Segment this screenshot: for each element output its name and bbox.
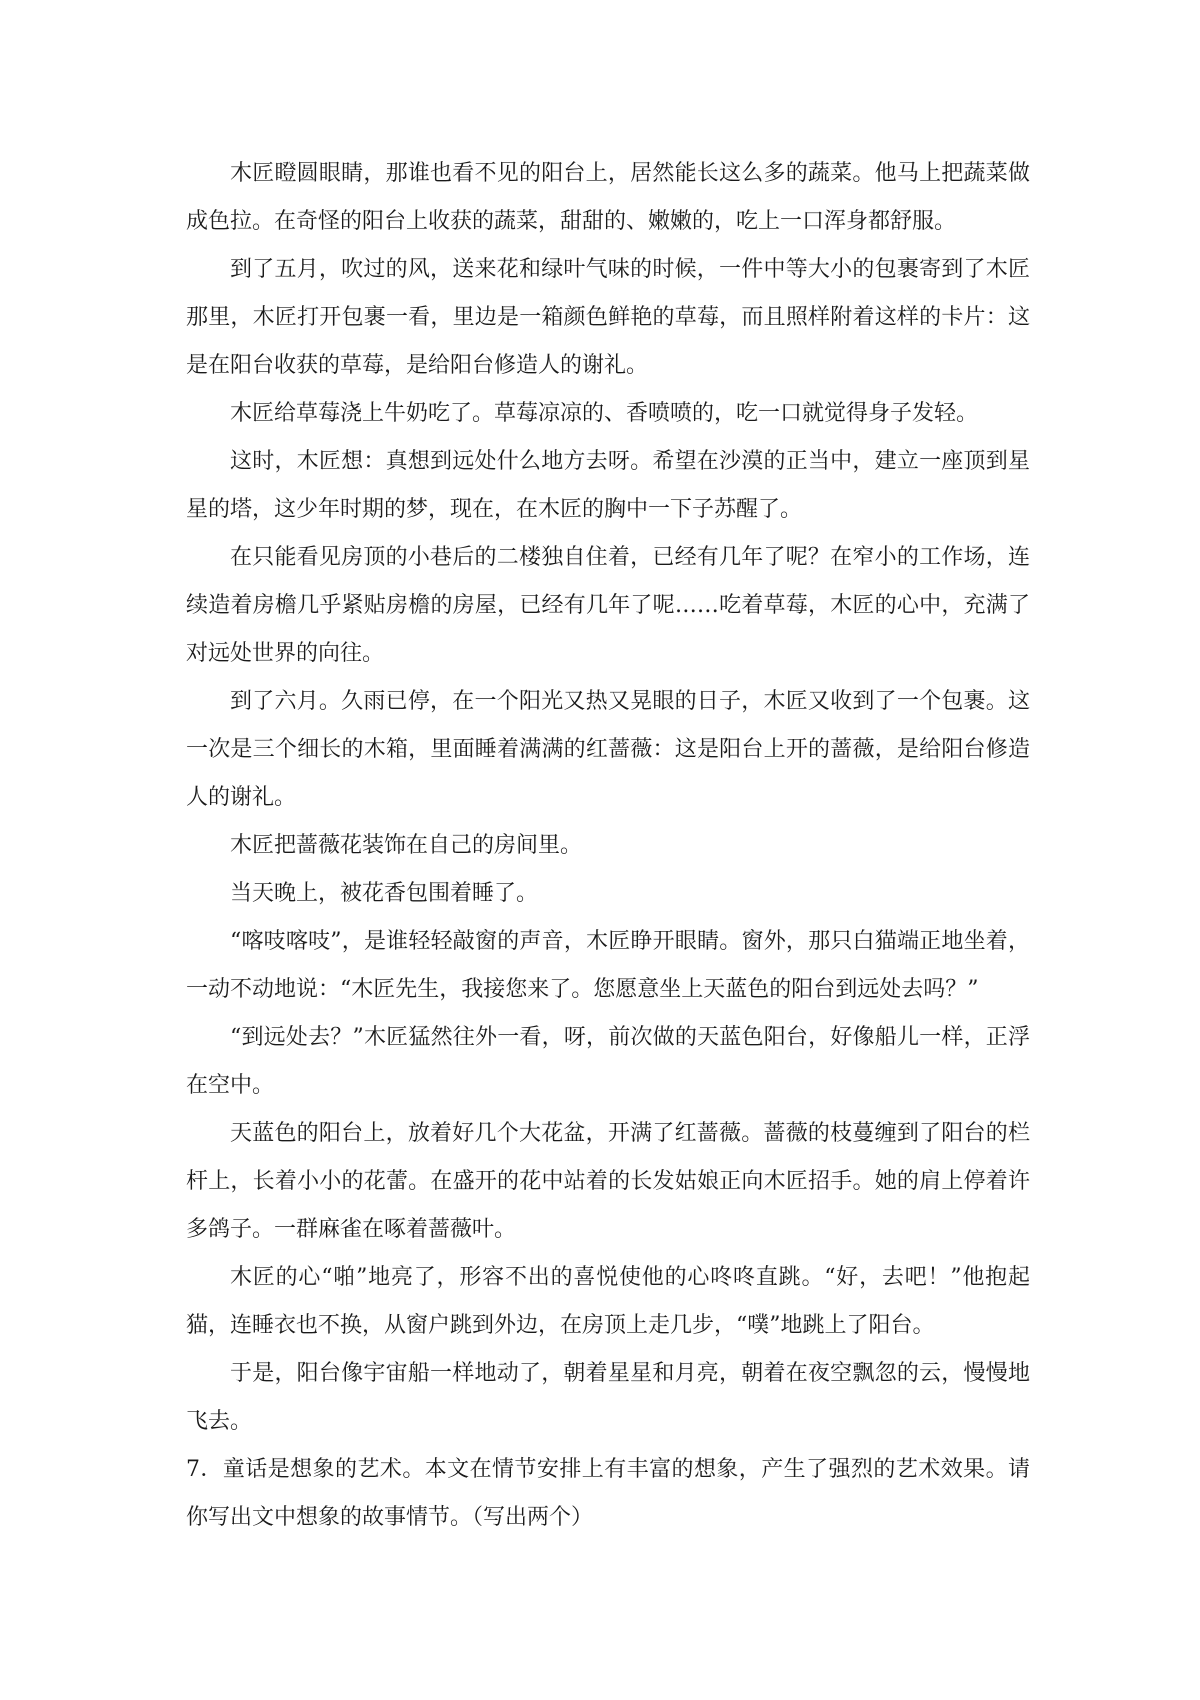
paragraph-1: 木匠瞪圆眼睛，那谁也看不见的阳台上，居然能长这么多的蔬菜。他马上把蔬菜做成色拉。在奇怪的阳台上收获的蔬菜，甜甜的、嫩嫩的，吃上一口浑身都舒服。 [186,161,1030,234]
paragraph-2: 到了五月，吹过的风，送来花和绿叶气味的时候，一件中等大小的包裹寄到了木匠那里，木匠打开包裹一看，里边是一箱颜色鲜艳的草莓，而且照样附着这样的卡片：这是在阳台收获的草莓，是给阳台修造人的谢礼。 [186,257,1030,378]
paragraph-12: 木匠的心“啪”地亮了，形容不出的喜悦使他的心咚咚直跳。“好，去吧！”他抱起猫，连睡衣也不换，从窗户跳到外边，在房顶上走几步，“噗”地跳上了阳台。 [186,1265,1030,1338]
paragraph-10: “到远处去？”木匠猛然往外一看，呀，前次做的天蓝色阳台，好像船儿一样，正浮在空中。 [186,1025,1030,1098]
question-7: 7．童话是想象的艺术。本文在情节安排上有丰富的想象，产生了强烈的艺术效果。请你写出文中想象的故事情节。（写出两个） [186,1457,1030,1530]
paragraph-13: 于是，阳台像宇宙船一样地动了，朝着星星和月亮，朝着在夜空飘忽的云，慢慢地飞去。 [186,1361,1030,1434]
paragraph-6: 到了六月。久雨已停，在一个阳光又热又晃眼的日子，木匠又收到了一个包裹。这一次是三个细长的木箱，里面睡着满满的红蔷薇：这是阳台上开的蔷薇，是给阳台修造人的谢礼。 [186,689,1030,810]
paragraph-7: 木匠把蔷薇花装饰在自己的房间里。 [230,833,583,858]
paragraph-9: “喀吱喀吱”，是谁轻轻敲窗的声音，木匠睁开眼睛。窗外，那只白猫端正地坐着，一动不动地说：“木匠先生，我接您来了。您愿意坐上天蓝色的阳台到远处去吗？” [186,929,1030,1002]
paragraph-11: 天蓝色的阳台上，放着好几个大花盆，开满了红蔷薇。蔷薇的枝蔓缠到了阳台的栏杆上，长着小小的花蕾。在盛开的花中站着的长发姑娘正向木匠招手。她的肩上停着许多鸽子。一群麻雀在啄着蔷薇叶。 [186,1121,1030,1242]
paragraph-8: 当天晚上，被花香包围着睡了。 [230,881,539,906]
paragraph-4: 这时，木匠想：真想到远处什么地方去呀。希望在沙漠的正当中，建立一座顶到星星的塔，这少年时期的梦，现在，在木匠的胸中一下子苏醒了。 [186,449,1030,522]
paragraph-5: 在只能看见房顶的小巷后的二楼独自住着，已经有几年了呢？在窄小的工作场，连续造着房檐几乎紧贴房檐的房屋，已经有几年了呢……吃着草莓，木匠的心中，充满了对远处世界的向往。 [186,545,1030,666]
document-body [186,150,1030,1542]
paragraph-3: 木匠给草莓浇上牛奶吃了。草莓凉凉的、香喷喷的，吃一口就觉得身子发轻。 [230,401,979,426]
